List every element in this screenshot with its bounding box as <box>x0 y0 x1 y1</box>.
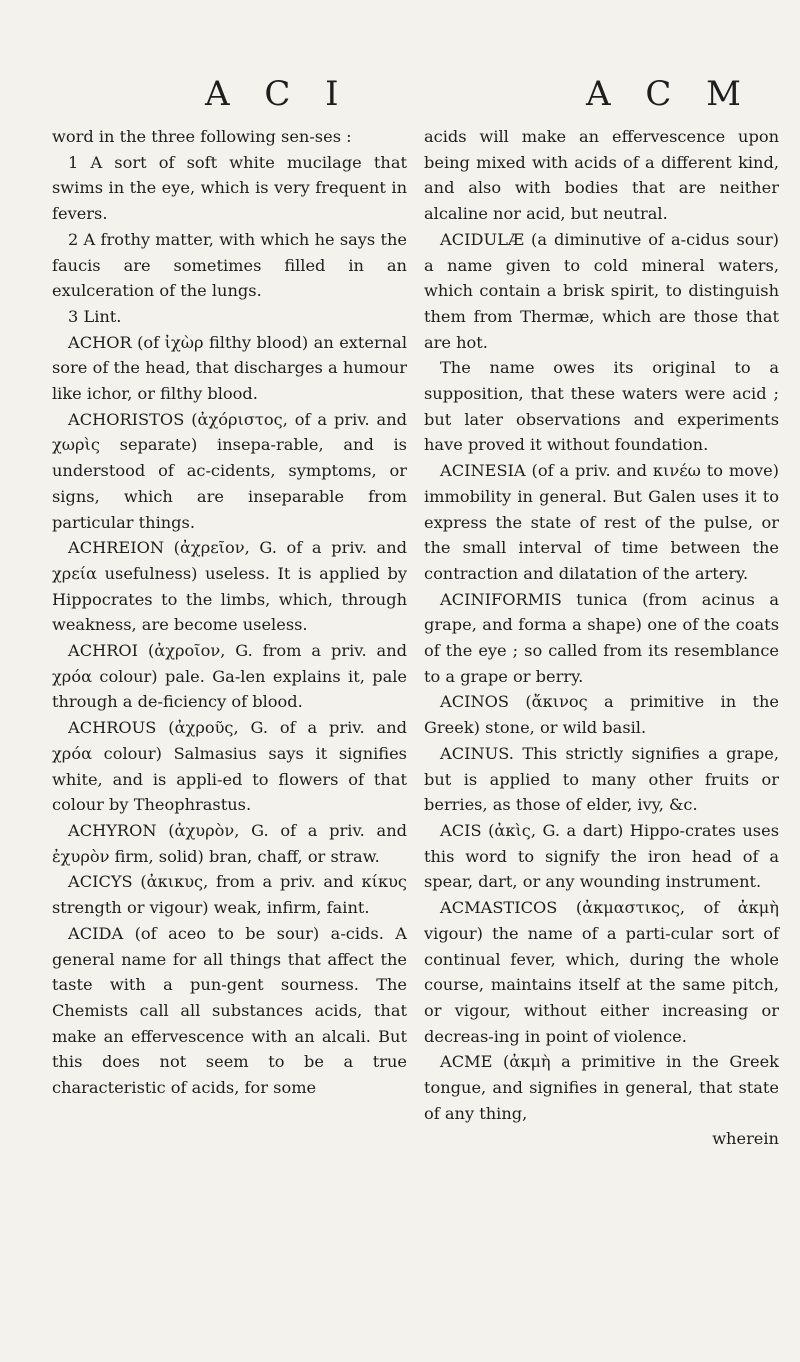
entry-paragraph: word in the three following sen-ses : <box>52 127 352 146</box>
entry-paragraph: ACINOS (ἄκινος a primitive in the Greek) stone, or wild basil. <box>424 692 779 738</box>
entry-paragraph: 3 Lint. <box>68 306 122 326</box>
entry-paragraph: ACME (ἀκμὴ a primitive in the Greek tongue, and signifies in general, that state of any thing, <box>424 1052 779 1123</box>
entry-paragraph: ACINIFORMIS tunica (from acinus a grape, and forma a shape) one of the coats of the eye ; so called from its resemblance to a grape or berry. <box>424 589 779 686</box>
entry-paragraph: ACICYS (ἀκικυς, from a priv. and κίκυς strength or vigour) weak, infirm, faint. <box>52 872 407 918</box>
left-column <box>52 124 407 1101</box>
entry-paragraph: ACHYRON (ἀχυρὸν, G. of a priv. and ἐχυρὸν firm, solid) bran, chaff, or straw. <box>52 820 407 866</box>
entry-paragraph: ACHOR (of ἰχὼρ filthy blood) an external sore of the head, that discharges a humour like ichor, or filthy blood. <box>52 332 407 404</box>
right-column <box>424 124 779 1152</box>
entry-paragraph: ACIDULÆ (a diminutive of a-cidus sour) a name given to cold mineral waters, which contain a brisk spirit, to distinguish them from Thermæ, which are those that are hot. <box>424 229 779 352</box>
entry-paragraph: ACIDA (of aceo to be sour) a-cids. A general name for all things that affect the taste with a pun-gent sourness. The Chemists call all substances acids, that make an effervescence with an alcali. But this does not seem to be a true characteristic of acids, for some <box>52 923 407 1098</box>
entry-paragraph: acids will make an effervescence upon being mixed with acids of a different kind, and also with bodies that are neither alcaline nor acid, but neutral. <box>424 127 779 224</box>
entry-paragraph: ACHROUS (ἀχροῦς, G. of a priv. and χρόα colour) Salmasius says it signifies white, and is appli-ed to flowers of that colour by Theophrastus. <box>52 718 407 815</box>
entry-paragraph: 2 A frothy matter, with which he says the faucis are sometimes filled in an exulceration of the lungs. <box>52 229 407 301</box>
entry-paragraph: ACHROI (ἀχροῖον, G. from a priv. and χρόα colour) pale. Ga-len explains it, pale through a de-ficiency of blood. <box>52 641 407 712</box>
entry-paragraph: ACMASTICOS (ἀκμαστικος, of ἀκμὴ vigour) the name of a parti-cular sort of continual fever, which, during the whole course, maintains itself at the same pitch, or vigour, without either increasing or decreas-ing in point of violence. <box>424 898 779 1046</box>
catchword: wherein <box>712 1129 779 1149</box>
entry-paragraph: ACINUS. This strictly signifies a grape, but is applied to many other fruits or berries, as those of elder, ivy, &c. <box>424 743 779 815</box>
entry-paragraph: The name owes its original to a supposition, that these waters were acid ; but later observations and experiments have proved it without foundation. <box>424 358 779 455</box>
entry-paragraph: ACIS (ἀκὶς, G. a dart) Hippo-crates uses this word to signify the iron head of a spear, dart, or any wounding instrument. <box>424 820 779 892</box>
entry-paragraph: 1 A sort of soft white mucilage that swims in the eye, which is very frequent in fevers. <box>52 152 407 224</box>
entry-paragraph: ACHREION (ἀχρεῖον, G. of a priv. and χρεία usefulness) useless. It is applied by Hippocrates to the limbs, which, through weakness, are become useless. <box>52 538 407 635</box>
running-head-left: A C I <box>205 74 351 114</box>
entry-paragraph: ACINESIA (of a priv. and κινέω to move) immobility in general. But Galen uses it to express the state of rest of the pulse, or the small interval of time between the contraction and dilatation of the artery. <box>424 461 779 583</box>
entry-paragraph: ACHORISTOS (ἀχόριστος, of a priv. and χωρὶς separate) insepa-rable, and is understood of ac-cidents, symptoms, or signs, which are inseparable from particular things. <box>52 409 407 532</box>
running-head-right: A C M <box>586 74 753 114</box>
